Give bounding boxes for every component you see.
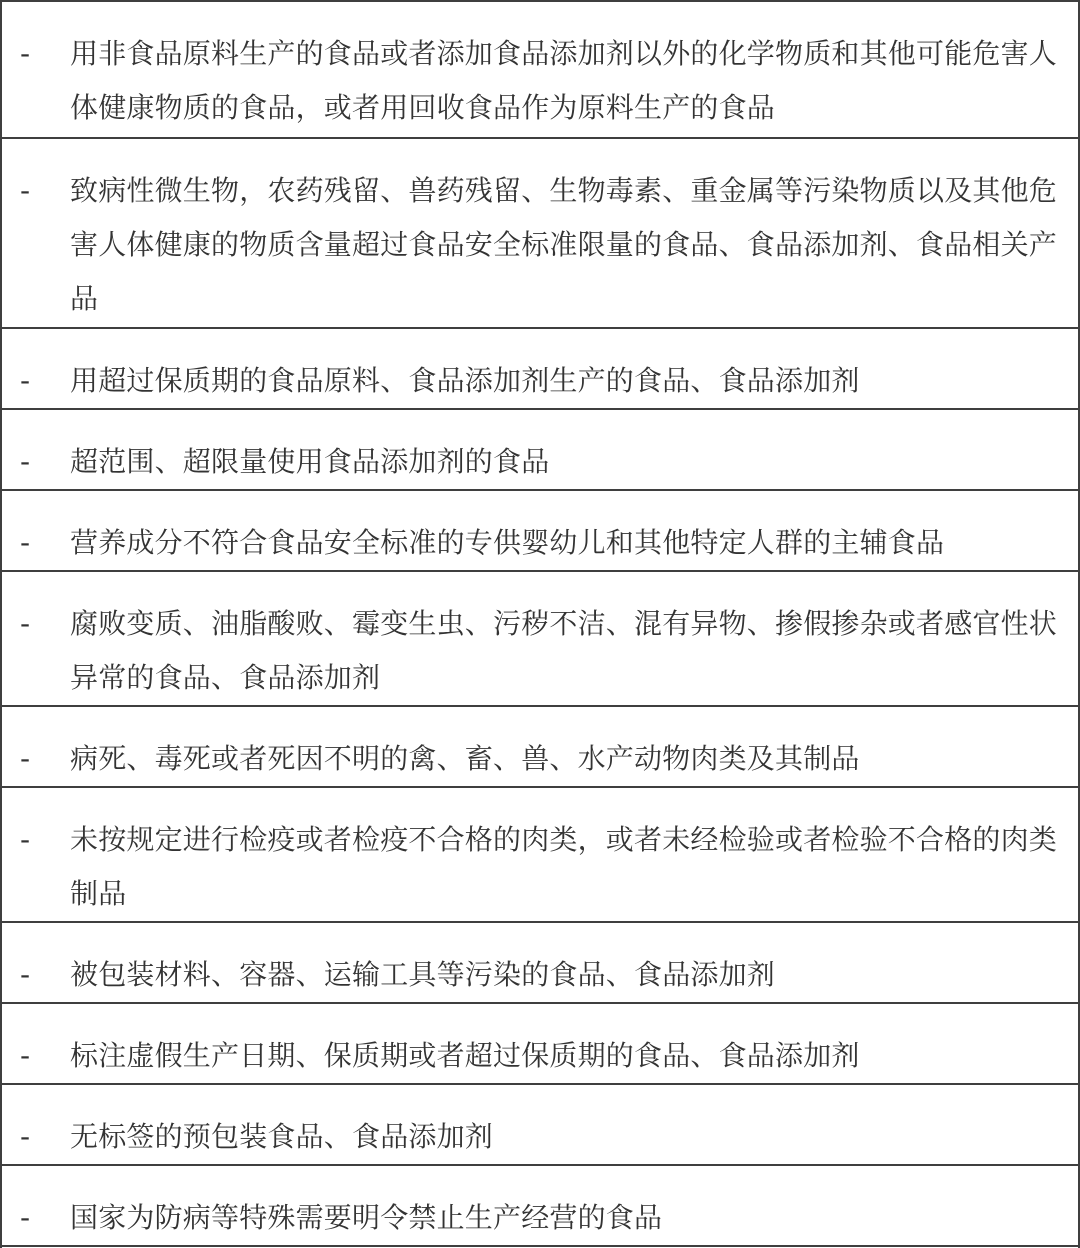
- list-bullet: -: [20, 742, 31, 775]
- list-item: [2, 491, 1078, 572]
- list-item: [2, 923, 1078, 1004]
- list-bullet: -: [20, 37, 31, 70]
- list-bullet: -: [20, 445, 31, 478]
- list-item: [2, 410, 1078, 491]
- list-bullet: -: [20, 526, 31, 559]
- list-bullet: -: [20, 1039, 31, 1072]
- list-bullet: -: [20, 1201, 31, 1234]
- list-item: [2, 1166, 1078, 1247]
- list-item-text: 致病性微生物，农药残留、兽药残留、生物毒素、重金属等污染物质以及其他危害人体健康的物质含量超过食品安全标准限量的食品、食品添加剂、食品相关产品: [70, 174, 1058, 315]
- prohibited-foods-list: [2, 2, 1078, 1247]
- list-item: [2, 572, 1078, 707]
- list-item-text: 用非食品原料生产的食品或者添加食品添加剂以外的化学物质和其他可能危害人体健康物质的食品，或者用回收食品作为原料生产的食品: [70, 37, 1058, 124]
- list-item: [2, 329, 1078, 410]
- list-item: [2, 139, 1078, 329]
- list-item: [2, 1085, 1078, 1166]
- list-item-text: 病死、毒死或者死因不明的禽、畜、兽、水产动物肉类及其制品: [70, 742, 860, 775]
- list-item: [2, 2, 1078, 139]
- list-bullet: -: [20, 823, 31, 856]
- list-item-text: 营养成分不符合食品安全标准的专供婴幼儿和其他特定人群的主辅食品: [70, 526, 945, 559]
- list-item-text: 标注虚假生产日期、保质期或者超过保质期的食品、食品添加剂: [70, 1039, 860, 1072]
- list-item: [2, 788, 1078, 923]
- list-item: [2, 1004, 1078, 1085]
- list-item: [2, 707, 1078, 788]
- list-bullet: -: [20, 958, 31, 991]
- list-bullet: -: [20, 364, 31, 397]
- list-bullet: -: [20, 1120, 31, 1153]
- list-item-text: 未按规定进行检疫或者检疫不合格的肉类，或者未经检验或者检验不合格的肉类制品: [70, 823, 1058, 910]
- list-item-text: 超范围、超限量使用食品添加剂的食品: [70, 445, 550, 478]
- list-item-text: 腐败变质、油脂酸败、霉变生虫、污秽不洁、混有异物、掺假掺杂或者感官性状异常的食品、食品添加剂: [70, 607, 1058, 694]
- list-bullet: -: [20, 174, 31, 207]
- list-item-text: 国家为防病等特殊需要明令禁止生产经营的食品: [70, 1201, 663, 1234]
- list-item-text: 用超过保质期的食品原料、食品添加剂生产的食品、食品添加剂: [70, 364, 860, 397]
- list-bullet: -: [20, 607, 31, 640]
- list-item-text: 无标签的预包装食品、食品添加剂: [70, 1120, 494, 1153]
- list-item-text: 被包装材料、容器、运输工具等污染的食品、食品添加剂: [70, 958, 776, 991]
